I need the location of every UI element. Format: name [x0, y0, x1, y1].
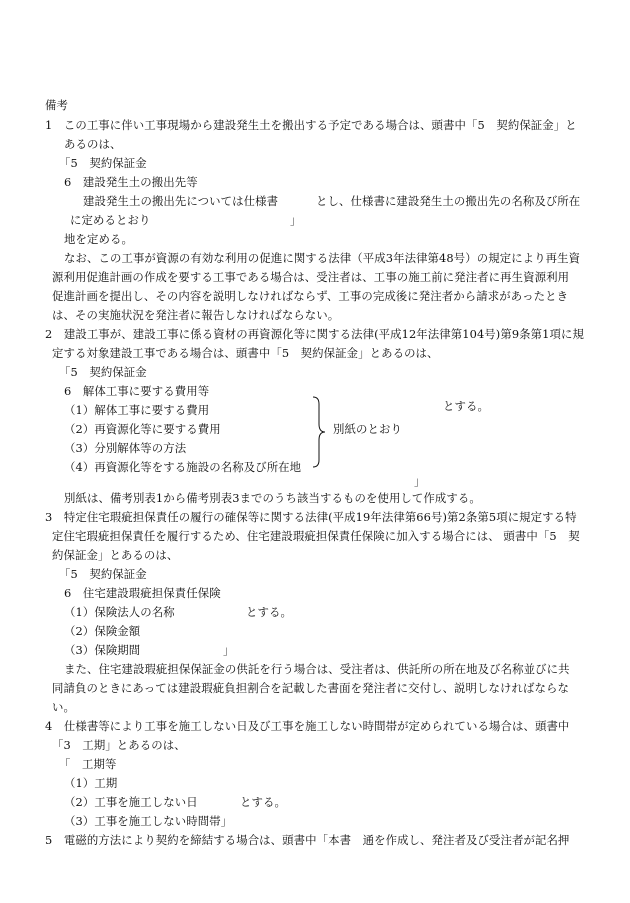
- item4-sub-1: （1）工期: [64, 776, 118, 790]
- item3-sub-1: （1）保険法人の名称: [64, 605, 175, 619]
- item1-note-3: 促進計画を提出し、その内容を説明しなければならず、工事の完成後に発注者から請求があったとき: [52, 289, 569, 303]
- item2-line2: 定する対象建設工事である場合は、頭書中「5 契約保証金」とあるのは、: [52, 346, 439, 360]
- item2-quote-close: 」: [414, 474, 426, 488]
- item3-sub-1-suru: とする。: [246, 605, 292, 619]
- item3-para-2: 同請負のときにあっては建設瑕疵負担割合を記載した書面を発注者に交付し、説明しなければならな: [52, 681, 569, 695]
- item3-quote-close: 」: [223, 643, 235, 657]
- item4-line2: 「3 工期」とあるのは、: [52, 738, 186, 752]
- item3-quote-open: 「5 契約保証金: [59, 567, 147, 581]
- item2-heading-6: 6 解体工事に要する費用等: [64, 384, 210, 398]
- item2-suru: とする。: [443, 399, 489, 413]
- item3-para-3: い。: [52, 700, 75, 714]
- item2-line1: 2 建設工事が、建設工事に係る資材の再資源化等に関する法律(平成12年法律第104号)第9条第1項に規: [45, 327, 584, 341]
- item1-note-2: 源利用促進計画の作成を要する工事である場合は、受注者は、工事の施工前に発注者に再生資源利用: [52, 270, 570, 284]
- item3-sub-2: （2）保険金額: [64, 624, 141, 638]
- item1-body-a1: 建設発生土の搬出先については仕様書: [83, 194, 279, 208]
- item2-sub-2: （2）再資源化等に要する費用: [64, 422, 221, 436]
- item3-line2: 定住宅瑕疵担保責任を履行するため、住宅建設瑕疵担保責任保険に加入する場合には、 頭書中「5 契: [52, 529, 580, 543]
- item2-attachment-note: 別紙は、備考別表1から備考別表3までのうち該当するものを使用して作成する。: [64, 491, 481, 505]
- item1-body-b: に定めるとおり: [70, 213, 151, 227]
- item1-line2: あるのは、: [64, 137, 122, 151]
- item3-line1: 3 特定住宅瑕疵担保責任の履行の確保等に関する法律(平成19年法律第66号)第2条第5項に規定する特: [45, 510, 577, 524]
- item2-sub-3: （3）分別解体等の方法: [64, 441, 187, 455]
- item1-heading-6: 6 建設発生土の搬出先等: [64, 175, 198, 189]
- item1-note-4: は、その実施状況を発注者に報告しなければならない。: [52, 308, 340, 322]
- item2-quote-open: 「5 契約保証金: [59, 365, 147, 379]
- item3-heading-6: 6 住宅建設瑕疵担保責任保険: [64, 586, 221, 600]
- remarks-heading: 備考: [45, 98, 68, 112]
- item3-sub-3: （3）保険期間: [64, 643, 141, 657]
- item4-sub-3: （3）工事を施工しない時間帯」: [64, 814, 233, 828]
- item5-line1: 5 電磁的方法により契約を締結する場合は、頭書中「本書 通を作成し、発注者及び受注者が記名押: [45, 833, 570, 847]
- item1-note-1: なお、この工事が資源の有効な利用の促進に関する法律（平成3年法律第48号）の規定により再生資: [64, 251, 581, 265]
- item1-body-a2: とし、仕様書に建設発生土の搬出先の名称及び所在: [316, 194, 581, 208]
- item4-sub-2-suru: とする。: [240, 795, 286, 809]
- item1-body-b-close: 」: [290, 213, 302, 227]
- item1-quote-open: 「5 契約保証金: [59, 156, 147, 170]
- item4-sub-2: （2）工事を施工しない日: [64, 795, 198, 809]
- item4-quote-open: 「 工期等: [59, 757, 117, 771]
- item4-line1: 4 仕様書等により工事を施工しない日及び工事を施工しない時間帯が定められている場合は、頭書中: [45, 719, 570, 733]
- item1-body-c: 地を定める。: [64, 232, 133, 246]
- item2-sub-4: （4）再資源化等をする施設の名称及び所在地: [64, 460, 302, 474]
- right-brace: [312, 396, 326, 468]
- item2-brace-text: 別紙のとおり: [333, 422, 402, 436]
- item3-line3: 約保証金」とあるのは、: [52, 548, 179, 562]
- item3-para-1: また、住宅建設瑕疵担保保証金の供託を行う場合は、受注者は、供託所の所在地及び名称並びに共: [64, 662, 570, 676]
- item1-line1: 1 この工事に伴い工事現場から建設発生土を搬出する予定である場合は、頭書中「5 契約保証金」と: [45, 118, 577, 132]
- item2-sub-1: （1）解体工事に要する費用: [64, 403, 210, 417]
